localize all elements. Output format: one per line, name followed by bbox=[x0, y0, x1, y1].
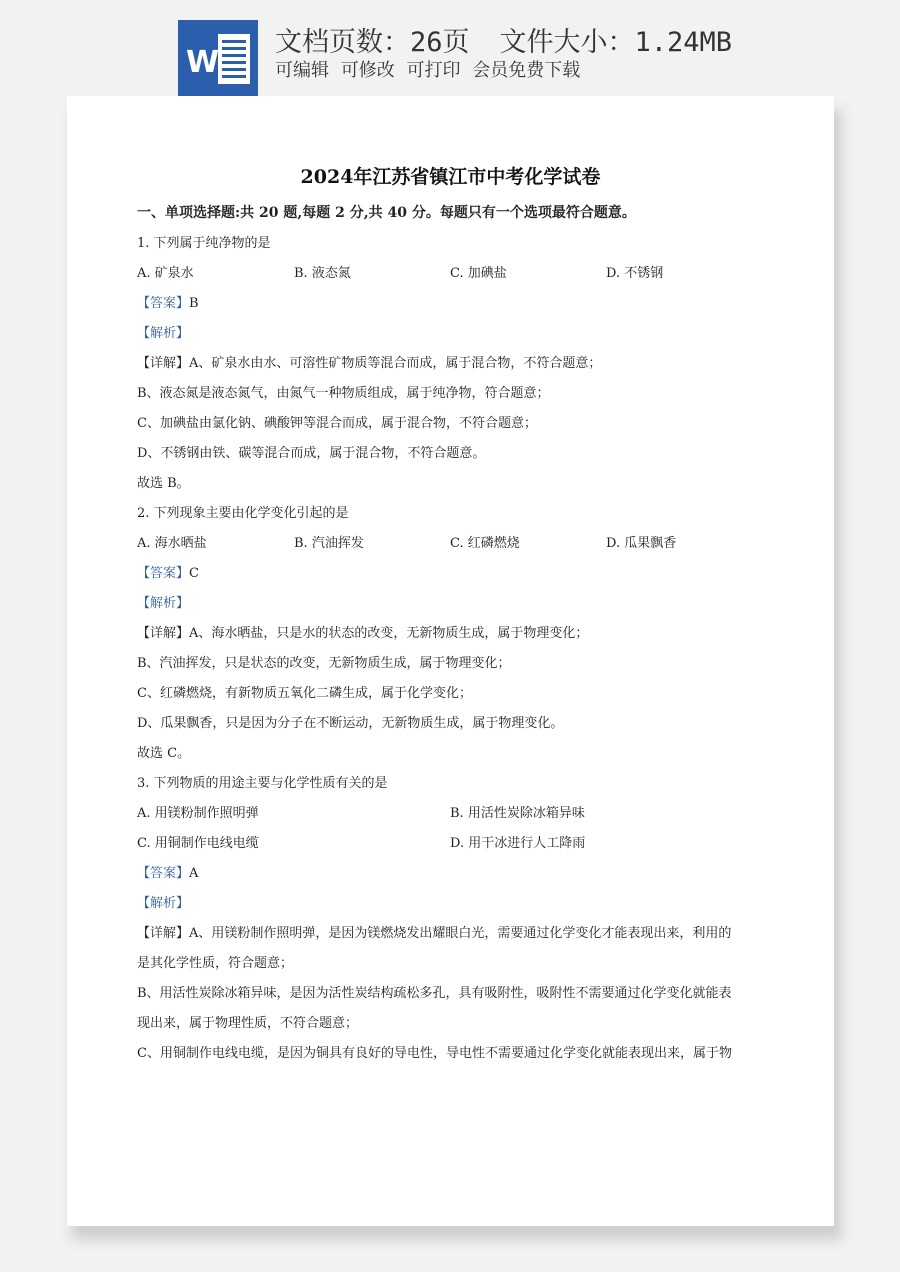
option-c: C. 加碘盐 bbox=[450, 266, 507, 281]
file-size: 文件大小：1.24MB bbox=[499, 27, 733, 58]
detail-line: D、瓜果飘香，只是因为分子在不断运动，无新物质生成，属于物理变化。 bbox=[137, 716, 564, 731]
option-a: A. 用镁粉制作照明弹 bbox=[137, 806, 259, 821]
conclusion-line: 故选 C。 bbox=[137, 746, 191, 761]
document-title: 2024年江苏省镇江市中考化学试卷 bbox=[300, 166, 601, 188]
answer-value: C bbox=[189, 566, 199, 581]
answer-value: A bbox=[189, 866, 199, 881]
detail-line: B、汽油挥发，只是状态的改变，无新物质生成，属于物理变化； bbox=[137, 656, 511, 671]
detail-line bbox=[137, 352, 601, 371]
feature-editable: 可编辑 bbox=[275, 60, 329, 81]
analysis-tag: 【解析】 bbox=[137, 896, 190, 911]
detail-text: A、矿泉水由水、可溶性矿物质等混合而成，属于混合物，不符合题意； bbox=[189, 356, 602, 371]
question-stem: 1. 下列属于纯净物的是 bbox=[137, 236, 271, 251]
option-d: D. 不锈钢 bbox=[606, 266, 664, 281]
detail-tag: 【详解】 bbox=[137, 926, 190, 941]
option-b: B. 液态氮 bbox=[294, 266, 351, 281]
answer-tag: 【答案】 bbox=[137, 296, 190, 311]
answer-tag: 【答案】 bbox=[137, 866, 190, 881]
detail-line: C、红磷燃烧，有新物质五氧化二磷生成，属于化学变化； bbox=[137, 686, 472, 701]
option-b: B. 用活性炭除冰箱异味 bbox=[450, 806, 585, 821]
detail-line bbox=[137, 622, 588, 641]
detail-line: C、用铜制作电线电缆，是因为铜具有良好的导电性，导电性不需要通过化学变化就能表现出来，属于物 bbox=[137, 1046, 732, 1061]
page-count: 文档页数：26页 bbox=[275, 27, 470, 58]
detail-line: B、液态氮是液态氮气，由氮气一种物质组成，属于纯净物，符合题意； bbox=[137, 386, 550, 401]
answer-value: B bbox=[189, 296, 199, 311]
detail-tag: 【详解】 bbox=[137, 626, 190, 641]
detail-line bbox=[137, 922, 731, 941]
detail-line: D、不锈钢由铁、碳等混合而成，属于混合物，不符合题意。 bbox=[137, 446, 486, 461]
detail-line: C、加碘盐由氯化钠、碘酸钾等混合而成，属于混合物，不符合题意； bbox=[137, 416, 537, 431]
answer-line bbox=[137, 862, 198, 881]
feature-list bbox=[275, 56, 586, 82]
feature-printable: 可打印 bbox=[406, 60, 461, 81]
feature-member-download: 会员免费下载 bbox=[472, 60, 581, 81]
option-a: A. 海水晒盐 bbox=[137, 536, 207, 551]
answer-line bbox=[137, 292, 199, 311]
download-header bbox=[0, 0, 900, 96]
detail-tag: 【详解】 bbox=[137, 356, 190, 371]
analysis-tag: 【解析】 bbox=[137, 596, 190, 611]
analysis-tag: 【解析】 bbox=[137, 326, 190, 341]
section-heading: 一、单项选择题:共 20 题,每题 2 分,共 40 分。每题只有一个选项最符合题意。 bbox=[137, 205, 636, 221]
detail-text: A、用镁粉制作照明弹，是因为镁燃烧发出耀眼白光，需要通过化学变化才能表现出来，利用的 bbox=[189, 926, 732, 941]
answer-tag: 【答案】 bbox=[137, 566, 190, 581]
option-d: D. 瓜果飘香 bbox=[606, 536, 677, 551]
feature-modifiable: 可修改 bbox=[340, 60, 395, 81]
question-stem: 3. 下列物质的用途主要与化学性质有关的是 bbox=[137, 776, 388, 791]
option-a: A. 矿泉水 bbox=[137, 266, 194, 281]
detail-text: A、海水晒盐，只是水的状态的改变，无新物质生成，属于物理变化； bbox=[189, 626, 589, 641]
question-stem: 2. 下列现象主要由化学变化引起的是 bbox=[137, 506, 349, 521]
answer-line bbox=[137, 562, 199, 581]
word-document-icon bbox=[178, 20, 258, 96]
detail-line: 现出来，属于物理性质，不符合题意； bbox=[137, 1016, 359, 1031]
detail-line: B、用活性炭除冰箱异味，是因为活性炭结构疏松多孔，具有吸附性，吸附性不需要通过化学变化就能表 bbox=[137, 986, 732, 1001]
file-info bbox=[275, 20, 732, 59]
option-d: D. 用干冰进行人工降雨 bbox=[450, 836, 586, 851]
conclusion-line: 故选 B。 bbox=[137, 476, 190, 491]
option-b: B. 汽油挥发 bbox=[294, 536, 364, 551]
option-c: C. 用铜制作电线电缆 bbox=[137, 836, 259, 851]
document-page bbox=[67, 96, 834, 1226]
detail-line: 是其化学性质，符合题意； bbox=[137, 956, 294, 971]
option-c: C. 红磷燃烧 bbox=[450, 536, 520, 551]
word-logo-letter: W bbox=[186, 45, 220, 80]
